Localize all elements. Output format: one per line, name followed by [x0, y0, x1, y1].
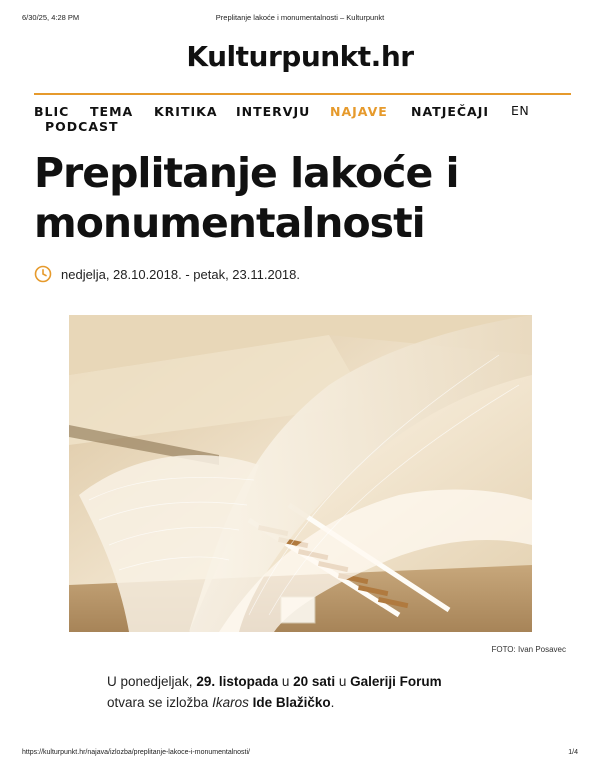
article-lead	[107, 671, 527, 713]
lead-artist: Ide Blažičko	[252, 695, 331, 710]
lead-date: 29. listopada	[196, 674, 279, 689]
print-document-title: Preplitanje lakoće i monumentalnosti – Kulturpunkt	[215, 13, 385, 22]
photo-credit: FOTO: Ivan Posavec	[491, 645, 566, 654]
lead-text: u	[278, 674, 294, 689]
lead-time: 20 sati	[293, 674, 336, 689]
nav-item-najave[interactable]: NAJAVE	[330, 104, 388, 119]
nav-item-podcast[interactable]: PODCAST	[45, 119, 119, 134]
event-date-range: nedjelja, 28.10.2018. - petak, 23.11.2018.	[61, 266, 301, 282]
lead-text: otvara se izložba	[107, 695, 213, 710]
nav-item-blic[interactable]: BLIC	[34, 104, 70, 119]
event-date-row	[34, 264, 300, 284]
nav-item-intervju[interactable]: INTERVJU	[236, 104, 311, 119]
lead-text: .	[330, 695, 335, 710]
print-page-number: 1/4	[568, 749, 578, 756]
clock-icon	[34, 265, 52, 283]
print-header	[22, 13, 578, 25]
print-datetime: 6/30/25, 4:28 PM	[22, 13, 80, 22]
site-logo[interactable]: Kulturpunkt.hr	[186, 40, 414, 73]
print-url[interactable]: https://kulturpunkt.hr/najava/izlozba/preplitanje-lakoce-i-monumentalnosti/	[22, 749, 251, 756]
nav-item-natjecaji[interactable]: NATJEČAJI	[411, 104, 490, 119]
article-title: Preplitanje lakoće i monumentalnosti	[34, 149, 459, 247]
lead-venue: Galeriji Forum	[350, 674, 442, 689]
nav-item-kritika[interactable]: KRITIKA	[154, 104, 218, 119]
lead-exhibition-title: Ikaros	[212, 695, 249, 710]
header-divider	[34, 93, 571, 95]
nav-item-en[interactable]: EN	[511, 103, 530, 118]
article-photo	[69, 315, 532, 632]
main-nav	[34, 104, 574, 136]
installation-photo	[69, 315, 532, 632]
print-footer	[22, 749, 578, 761]
lead-text: u	[335, 674, 351, 689]
nav-item-tema[interactable]: TEMA	[90, 104, 134, 119]
lead-text: U ponedjeljak,	[107, 674, 197, 689]
